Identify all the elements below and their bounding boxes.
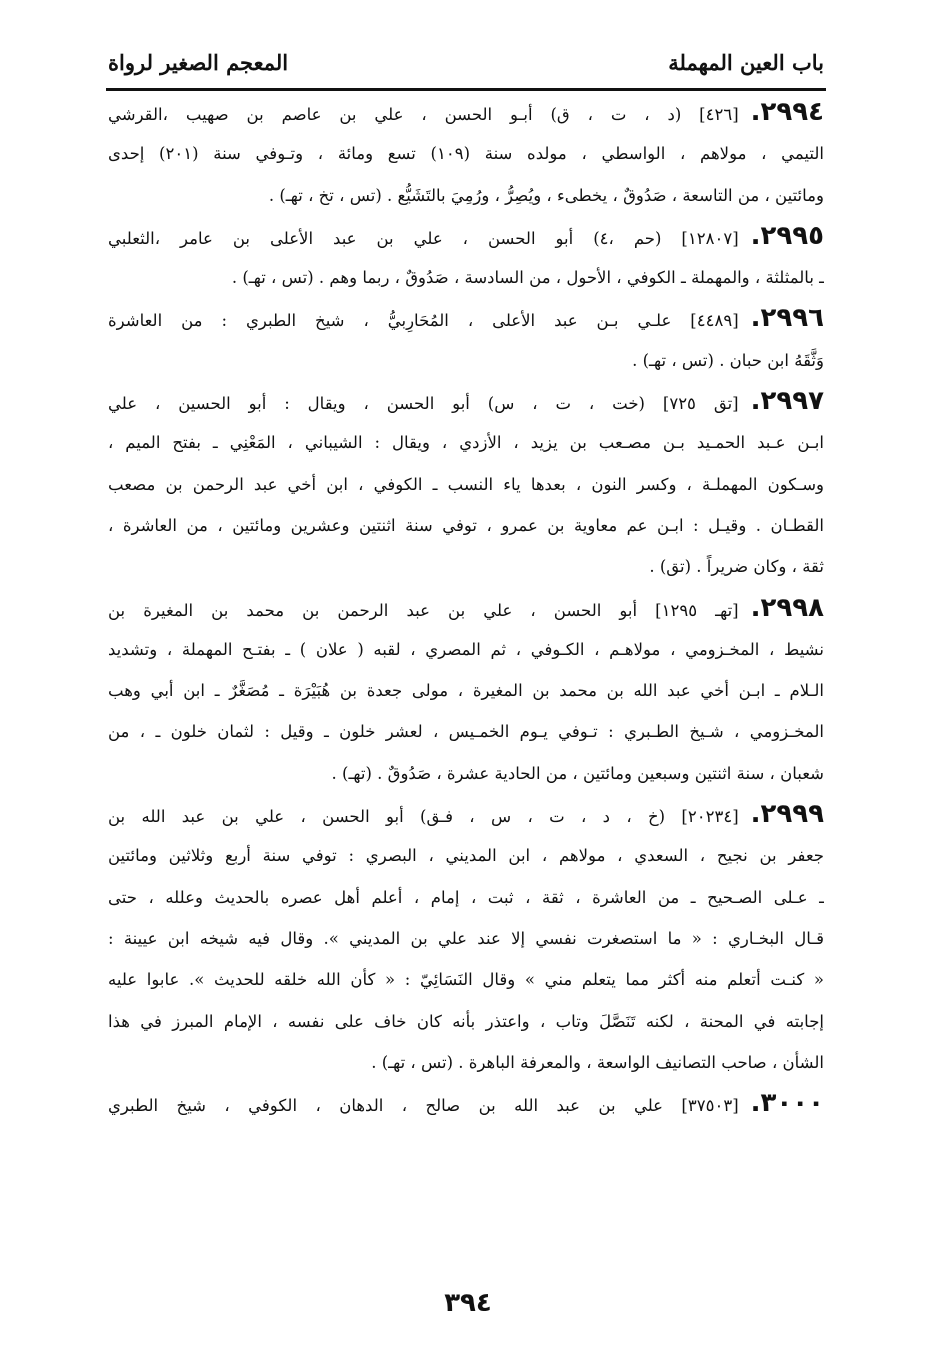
page-number: ٣٩٤ [444,1288,492,1318]
entry-line: « كنـت أتعلم منه أكثر مما يتعلم مني » وقال النَسَائِيّ : « كأن الله خلقه للحديث ». عابوا عليه [108,970,824,990]
entry-line: التيمي ، مولاهم ، الواسطي ، مولده سنة (١٠٩) تسع ومائة ، وتـوفي سنة (٢٠١) إحدى [108,144,824,164]
entry-line: شعبان ، سنة اثنتين وسبعين ومائتين ، من الحادية عشرة ، صَدُوقٌ . (تهـ) . [331,763,824,783]
entry-number: ٢٩٩٥. [750,220,824,251]
entry-text: [٢٠٢٣٤] (خ ، د ، ت ، س ، فـق) أبو الحسن ، علي بن عبد الله بن [108,807,739,827]
entry-line: المخـزومي ، شـيخ الطـبري : تـوفي يـوم الخمـيس ، لعشر خلون ـ وقيل : لثمان خلون ـ ، من [108,722,824,742]
entry-text: [تق ٧٢٥] (خت ، ت ، س) أبو الحسن ، ويقال : أبو الحسين ، علي [108,394,739,414]
entry-number: ٢٩٩٩. [750,799,824,830]
book-title: المعجم الصغير لرواة [108,49,289,75]
chapter-title: باب العين المهملة [668,49,824,75]
entry-line [108,794,824,835]
entry-line: ثقة ، وكان ضريراً . (تق) . [649,557,824,577]
entry-number: ٢٩٩٤. [750,97,824,127]
entry-text: [٤٢٦] (د ، ت ، ق) أبـو الحسن ، علي بن عاصم بن صهيب ،القرشي [108,105,739,124]
entry-line: إجابته في المحنة ، لكنه تَنَصَّلَ وتاب ، واعتذر بأنه كان خاف على نفسه ، الإمام المبرز في هذا [108,1011,824,1031]
entry-3000 [108,1083,824,1124]
entry-line: القطـان . وقيـل : ابـن عم معاوية بن عمرو ، توفي سنة اثنتين وعشرين ومائتين ، من العاشرة ، [108,515,824,535]
entry-text: [٣٧٥٠٣] علي بن عبد الله بن صالح ، الدهان ، الكوفي ، شيخ الطبري [108,1096,739,1116]
entry-line [108,216,824,257]
entry-line: جعفر بن نجيح ، السعدي ، مولاهم ، ابن المديني ، البصري : توفي سنة أربع وثلاثين ومائتين [108,846,824,866]
entry-line: ومائتين ، من التاسعة ، صَدُوقٌ ، يخطىء ، ويُصِرُّ ، ورُمِيَ بالتَشَيُّع . (تس ، تخ ، تهـ) . [268,185,824,205]
entry-2996 [108,298,824,381]
entry-2999 [108,794,824,1083]
entry-line: وسـكون المهملـة ، وكسر النون ، بعدها ياء النسب ـ الكوفي ، ابن أخي عبد الرحمن بن مصعب [108,474,824,494]
entry-number: ٢٩٩٦. [750,303,824,334]
entry-line [108,298,824,339]
entry-text: [٤٤٨٩] علـي بـن عبد الأعلى ، المُحَارِبيُّ ، شيخ الطبري : من العاشرة [108,311,739,331]
entry-number: ٣٠٠٠. [750,1088,824,1119]
entry-line: نشيط ، المخـزومي ، مولاهـم ، الكـوفي ، ثم المصري ، لقبه ( علان ) ـ بفتـح المهملة ، وتشديد [108,639,824,659]
entry-number: ٢٩٩٨. [750,592,824,623]
entry-line [108,1083,824,1124]
entry-number: ٢٩٩٧. [750,386,824,417]
entry-line [108,381,824,422]
entry-line: قـال البخـاري : « ما استصغرت نفسي إلا عند علي بن المديني ». وقال فيه شيخه ابن عيينة : [108,928,824,948]
entry-2998 [108,588,824,794]
entry-line: وَثَّقَهُ ابن حبان . (تس ، تهـ) . [632,350,824,370]
entry-line: الـلام ـ ابـن أخي عبد الله بن محمد بن المغيرة ، مولى جعدة بن هُبَيْرَة ـ مُصَغَّرٌ ـ ابن أبي وهب [108,681,824,701]
entry-2995 [108,216,824,299]
entry-line: الشأن ، صاحب التصانيف الواسعة ، والمعرفة الباهرة . (تس ، تهـ) . [371,1052,824,1072]
entries-list [108,92,824,1124]
entry-line: ـ بالمثلثة ، والمهملة ـ الكوفي ، الأحول ، من السادسة ، صَدُوقٌ ، ربما وهم . (تس ، تهـ) . [231,268,824,288]
entry-line: ـ عـلى الصـحيح ـ من العاشرة ، ثقة ، ثبت ، إمام ، أعلم أهل عصره بالحديث وعلله ، حتى [108,887,824,907]
entry-2994 [108,92,824,216]
entry-text: [١٢٨٠٧] (حم ،٤) أبو الحسن ، علي بن عبد الأعلى بن عامر ،الثعلبي [108,228,739,248]
entry-line [108,92,824,133]
header-divider [106,88,826,91]
entry-line: ابـن عـبد الحمـيد بـن مصـعب بن يزيد ، الأزدي ، ويقال : الشيباني ، المَعْنِي ـ بفتح الميم ، [108,433,824,453]
entry-2997 [108,381,824,587]
entry-text: [تهـ ١٢٩٥] أبو الحسن ، علي بن عبد الرحمن بن محمد بن المغيرة بن [108,600,739,620]
entry-line [108,588,824,629]
running-header [108,40,824,84]
